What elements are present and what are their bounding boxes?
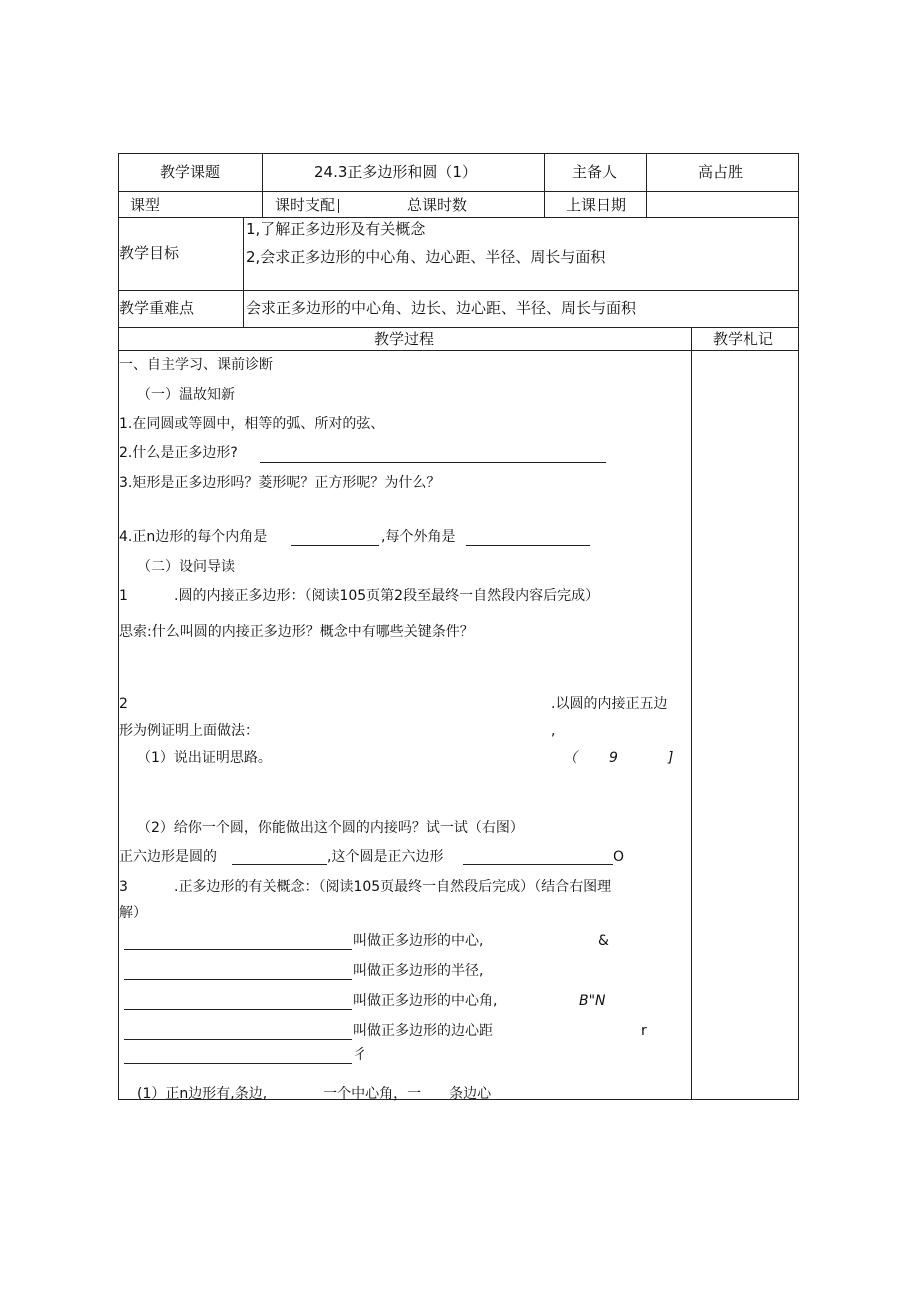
definition-central-angle: 叫做正多边形的中心角, [353,993,498,1009]
answer-blank-hexagon-1 [232,864,327,865]
center-point-label: O [613,849,625,865]
preparer-name: 高占胜 [698,163,744,181]
part-2-text-a: .以圆的内接正五边 [551,696,668,712]
answer-blank-apothem [124,1039,352,1040]
proof-prompt: （1）说出证明思路。 [137,750,272,766]
final-question: (1）正n边形有,条边, 一个中心角，一 条边心 [137,1086,492,1102]
section-1-heading: 一、自主学习、课前诊断 [119,357,273,373]
figure-label-amp: & [598,933,609,949]
answer-blank-radius [124,979,352,980]
part-3-text-cont: 解） [119,905,147,921]
notes-header: 教学札记 [713,330,774,348]
col-divider-e [691,327,692,1099]
hexagon-text-a: 正六边形是圆的 [119,849,217,865]
col-divider-a [262,153,263,217]
answer-blank-exterior-angle [466,545,590,546]
section-1a-heading: （一）温故知新 [137,387,235,403]
answer-blank-q2 [260,462,606,463]
figure-mark-2: 9 [609,750,618,766]
question-3: 3.矩形是正多边形吗？菱形呢？正方形呢？为什么？ [119,475,441,491]
row-divider-3 [118,290,799,291]
answer-blank-extra [124,1063,352,1064]
part-2-number: 2 [119,696,128,712]
answer-blank-interior-angle [291,545,379,546]
figure-label-r: r [641,1023,647,1039]
total-hours-label: 总课时数 [407,196,468,214]
definition-extra-mark: 彳 [353,1047,367,1063]
definition-apothem: 叫做正多边形的边心距 [353,1023,493,1039]
row-divider-5 [118,350,799,351]
definition-center: 叫做正多边形的中心, [353,933,484,949]
keypoints-label: 教学重难点 [119,299,195,317]
question-4a: 4.正n边形的每个内角是 [119,529,268,545]
section-1b-heading: （二）设问导读 [137,559,235,575]
part-3-number: 3 [119,879,128,895]
col-divider-c [646,153,647,217]
row-divider-4 [118,327,799,328]
course-title: 24.3正多边形和圆（1） [314,163,477,181]
part-3-text: .正多边形的有关概念：（阅读105页最终一自然段后完成）（结合右图理 [174,879,612,895]
question-1: 1.在同圆或等圆中，相等的弧、所对的弦、 [119,416,385,432]
objectives-label: 教学目标 [119,244,180,262]
row-divider-2 [118,217,799,218]
objective-1: 1,了解正多边形及有关概念 [246,220,426,238]
question-2: 2.什么是正多边形? [119,445,238,461]
keypoints-text: 会求正多边形的中心角、边长、边心距、半径、周长与面积 [246,299,637,317]
answer-blank-center [124,949,352,950]
hours-label: 课时支配 [275,196,336,214]
course-label: 教学课题 [160,163,221,181]
think-question: 思索:什么叫圆的内接正多边形？概念中有哪些关键条件？ [119,624,474,640]
objective-2: 2,会求正多边形的中心角、边心距、半径、周长与面积 [246,248,606,266]
part-1-text: .圆的内接正多边形：（阅读105页第2段至最终一自然段内容后完成） [174,588,600,604]
figure-mark-3: ] [668,750,674,766]
type-label: 课型 [130,196,161,214]
col-divider-d [243,217,244,327]
construct-prompt: （2）给你一个圆，你能做出这个圆的内接吗？试一试（右图） [137,820,524,836]
table-border-right [798,153,799,1100]
answer-blank-central-angle [124,1009,352,1010]
table-border-top [118,153,799,154]
row-divider-1 [118,191,799,192]
col-divider-b [544,153,545,217]
hexagon-text-b: ,这个圆是正六边形 [327,849,444,865]
definition-radius: 叫做正多边形的半径, [353,963,484,979]
figure-mark-1: （ [563,750,577,766]
answer-blank-hexagon-2 [463,864,613,865]
hours-mark [338,199,339,213]
process-header: 教学过程 [374,330,435,348]
preparer-label: 主备人 [572,163,618,181]
date-label: 上课日期 [566,196,627,214]
question-4b: ,每个外角是 [381,529,456,545]
part-1-number: 1 [119,588,128,604]
part-2-mark: , [551,723,556,739]
part-2-text-b: 形为例证明上面做法： [119,723,259,739]
figure-label-bn: B"N [579,993,606,1009]
